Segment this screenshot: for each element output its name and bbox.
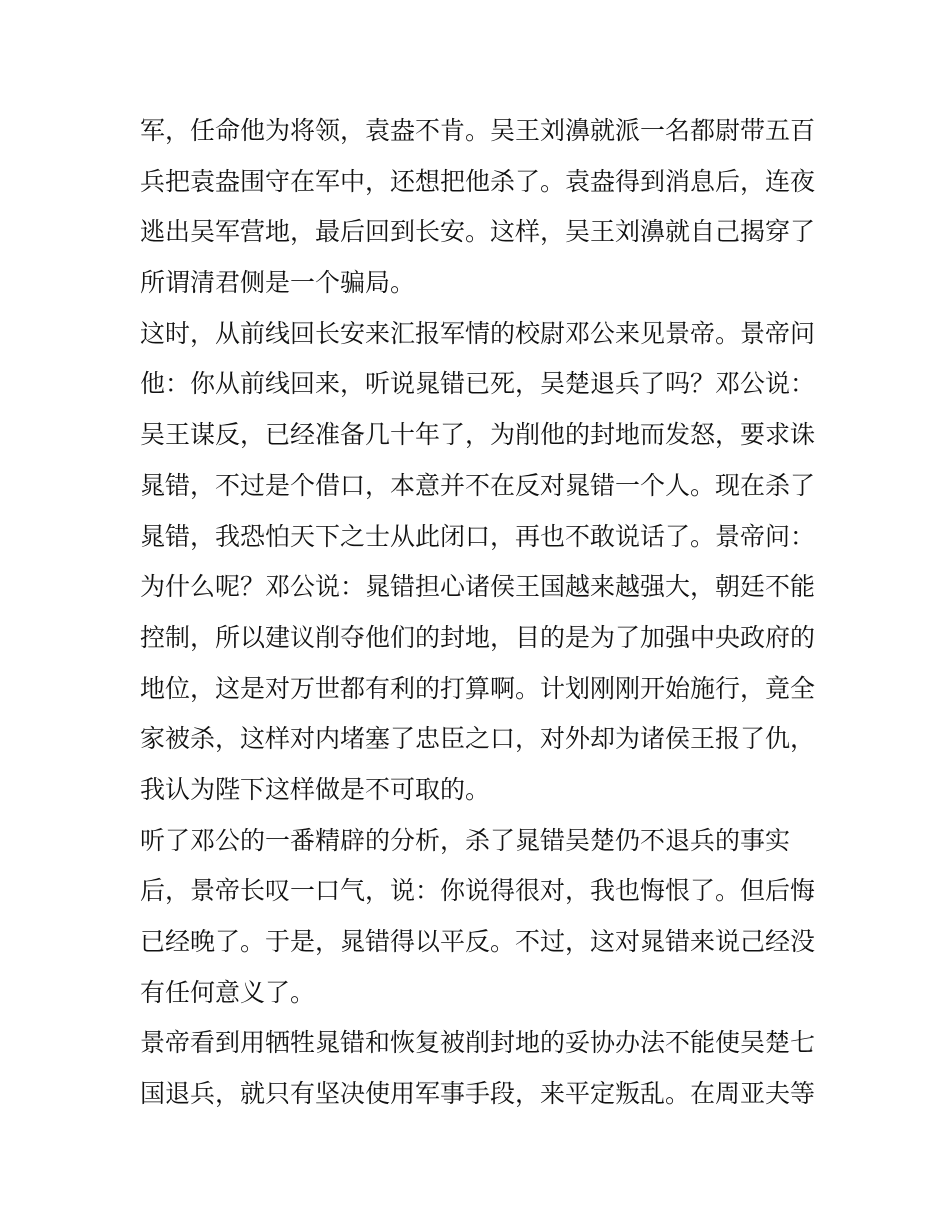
- text-line: 兵把袁盎围守在军中，还想把他杀了。袁盎得到消息后，连夜: [140, 166, 816, 196]
- text-line: 国退兵，就只有坚决使用军事手段，来平定叛乱。在周亚夫等: [140, 1079, 816, 1109]
- text-line: 景帝看到用牺牲晁错和恢复被削封地的妥协办法不能使吴楚七: [140, 1028, 816, 1058]
- text-line: 晁错，我恐怕天下之士从此闭口，再也不敢说话了。景帝问：: [140, 521, 816, 551]
- text-line: 吴王谋反，已经准备几十年了，为削他的封地而发怒，要求诛: [140, 420, 816, 450]
- body-text: [140, 106, 820, 1120]
- text-line: 为什么呢？邓公说：晁错担心诸侯王国越来越强大，朝廷不能: [140, 572, 816, 602]
- text-line: 后，景帝长叹一口气，说：你说得很对，我也悔恨了。但后悔: [140, 876, 816, 906]
- text-line: 听了邓公的一番精辟的分析，杀了晁错吴楚仍不退兵的事实: [140, 825, 791, 855]
- text-line: 地位，这是对万世都有利的打算啊。计划刚刚开始施行，竟全: [140, 673, 816, 703]
- text-line: 有任何意义了。: [140, 977, 316, 1007]
- text-line: 控制，所以建议削夺他们的封地，目的是为了加强中央政府的: [140, 622, 816, 652]
- text-line: 已经晚了。于是，晁错得以平反。不过，这对晁错来说己经没: [140, 927, 816, 956]
- text-line: 晁错，不过是个借口，本意并不在反对晁错一个人。现在杀了: [140, 470, 816, 500]
- text-line: 我认为陛下这样做是不可取的。: [140, 774, 491, 804]
- text-line: 逃出吴军营地，最后回到长安。这样，吴王刘濞就自己揭穿了: [140, 217, 816, 247]
- text-line: 家被杀，这样对内堵塞了忠臣之口，对外却为诸侯王报了仇，: [140, 724, 816, 754]
- text-line: 这时，从前线回长安来汇报军情的校尉邓公来见景帝。景帝问: [140, 318, 816, 348]
- text-line: 所谓清君侧是一个骗局。: [140, 268, 416, 298]
- text-line: 他：你从前线回来，听说晁错已死，吴楚退兵了吗？邓公说：: [140, 369, 816, 399]
- text-line: 军，任命他为将领，袁盎不肯。吴王刘濞就派一名都尉带五百: [140, 116, 816, 145]
